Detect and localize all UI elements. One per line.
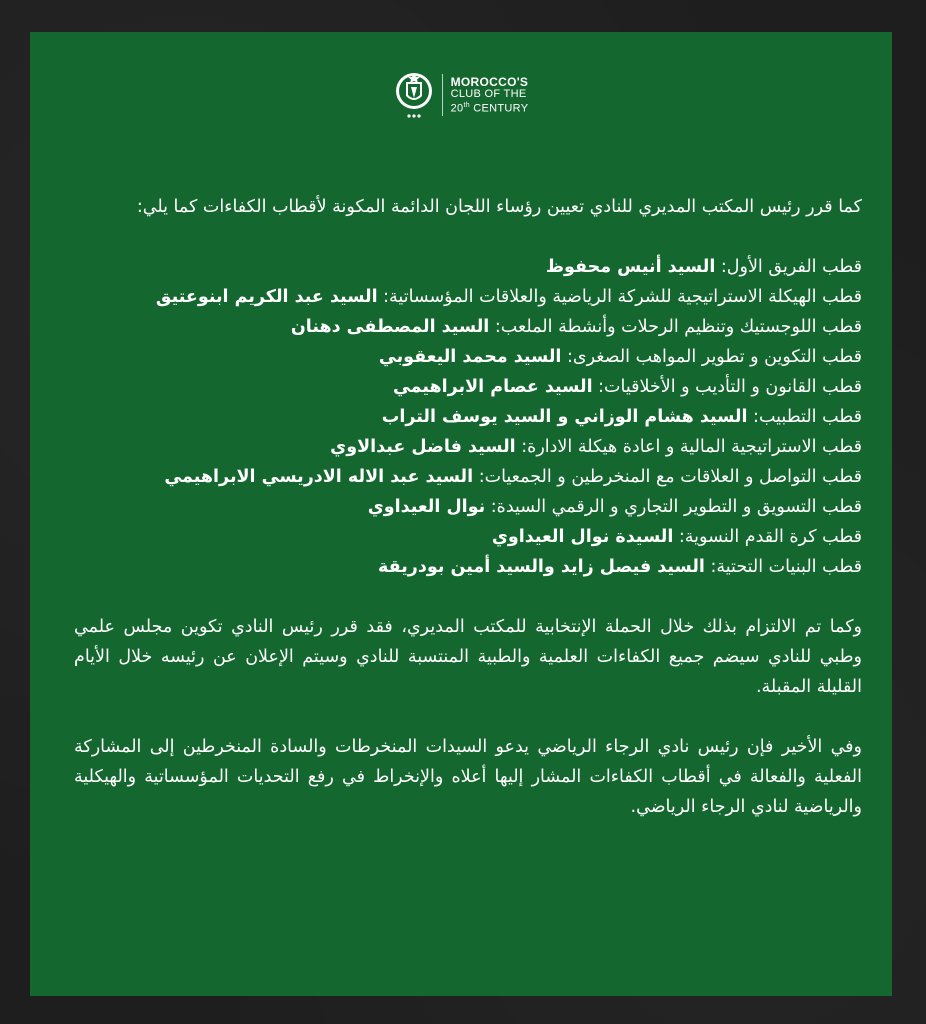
pole-head-name: نوال العيداوي xyxy=(367,497,486,517)
pole-head-name: السيد المصطفى دهنان xyxy=(290,317,490,337)
club-crest-icon xyxy=(394,70,434,120)
pole-row xyxy=(74,492,862,522)
announcement-panel xyxy=(30,32,892,996)
pole-head-name: السيد هشام الوزاني و السيد يوسف التراب xyxy=(381,407,748,427)
tagline-line-3 xyxy=(451,100,529,115)
pole-head-name: السيد فيصل زايد والسيد أمين بودريقة xyxy=(378,557,705,577)
pole-label: قطب التطبيب: xyxy=(747,407,862,427)
pole-row xyxy=(74,432,862,462)
tagline-century-suffix: th xyxy=(463,101,470,109)
logo-divider xyxy=(442,74,443,116)
scientific-council-paragraph: وكما تم الالتزام بذلك خلال الحملة الإنتخابية للمكتب المديري، فقد قرر رئيس النادي تكوين مجلس علمي وطبي للنادي سيضم جميع الكفاءات العلمية والطبية المنتسبة للنادي وسيتم الإعلان عن رئيسه خلال الأيام القليلة المقبلة. xyxy=(74,617,862,697)
pole-label: قطب الفريق الأول: xyxy=(715,257,862,277)
tagline-century-number: 20 xyxy=(450,102,464,115)
pole-head-name: السيد أنيس محفوظ xyxy=(545,257,716,277)
pole-row xyxy=(74,342,862,372)
pole-head-name: السيد عبد الاله الادريسي الابراهيمي xyxy=(164,467,474,487)
pole-label: قطب اللوجستيك وتنظيم الرحلات وأنشطة الملعب: xyxy=(489,317,862,337)
pole-label: قطب البنيات التحتية: xyxy=(704,557,862,577)
pole-label: قطب التواصل و العلاقات مع المنخرطين و الجمعيات: xyxy=(473,467,862,487)
closing-paragraph: وفي الأخير فإن رئيس نادي الرجاء الرياضي يدعو السيدات المنخرطات والسادة المنخرطين إلى المشاركة الفعلية والفعالة في أقطاب الكفاءات المشار إليها أعلاه والإنخراط في رفع التحديات المؤسساتية والهيكلية والرياضية لنادي الرجاء الرياضي. xyxy=(74,737,862,817)
pole-row xyxy=(74,312,862,342)
club-tagline xyxy=(451,76,529,115)
pole-head-name: السيدة نوال العيداوي xyxy=(491,527,674,547)
pole-head-name: السيد فاضل عبدالاوي xyxy=(330,437,516,457)
pole-row xyxy=(74,552,862,582)
pole-row xyxy=(74,462,862,492)
pole-row xyxy=(74,282,862,312)
pole-label: قطب القانون و التأديب و الأخلاقيات: xyxy=(592,377,862,397)
intro-paragraph: كما قرر رئيس المكتب المديري للنادي تعيين رؤساء اللجان الدائمة المكونة لأقطاب الكفاءات كما يلي: xyxy=(136,197,862,217)
announcement-body xyxy=(74,192,862,852)
pole-label: قطب التكوين و تطوير المواهب الصغرى: xyxy=(561,347,862,367)
pole-label: قطب كرة القدم النسوية: xyxy=(673,527,862,547)
tagline-line-1: MOROCCO'S xyxy=(450,74,529,89)
pole-head-name: السيد عصام الابراهيمي xyxy=(392,377,593,397)
poles-list xyxy=(74,252,862,582)
pole-head-name: السيد محمد اليعقوبي xyxy=(378,347,562,367)
pole-label: قطب الهيكلة الاستراتيجية للشركة الرياضية والعلاقات المؤسساتية: xyxy=(377,287,862,307)
club-logo xyxy=(30,70,892,120)
pole-row xyxy=(74,252,862,282)
pole-label: قطب الاستراتيجية المالية و اعادة هيكلة الادارة: xyxy=(515,437,862,457)
tagline-century-word: CENTURY xyxy=(469,102,529,115)
pole-head-name: السيد عبد الكريم ابنوعتيق xyxy=(155,287,378,307)
pole-row xyxy=(74,402,862,432)
tagline-line-2: CLUB OF THE xyxy=(450,87,527,100)
pole-row xyxy=(74,522,862,552)
pole-row xyxy=(74,372,862,402)
pole-label: قطب التسويق و التطوير التجاري و الرقمي السيدة: xyxy=(485,497,862,517)
